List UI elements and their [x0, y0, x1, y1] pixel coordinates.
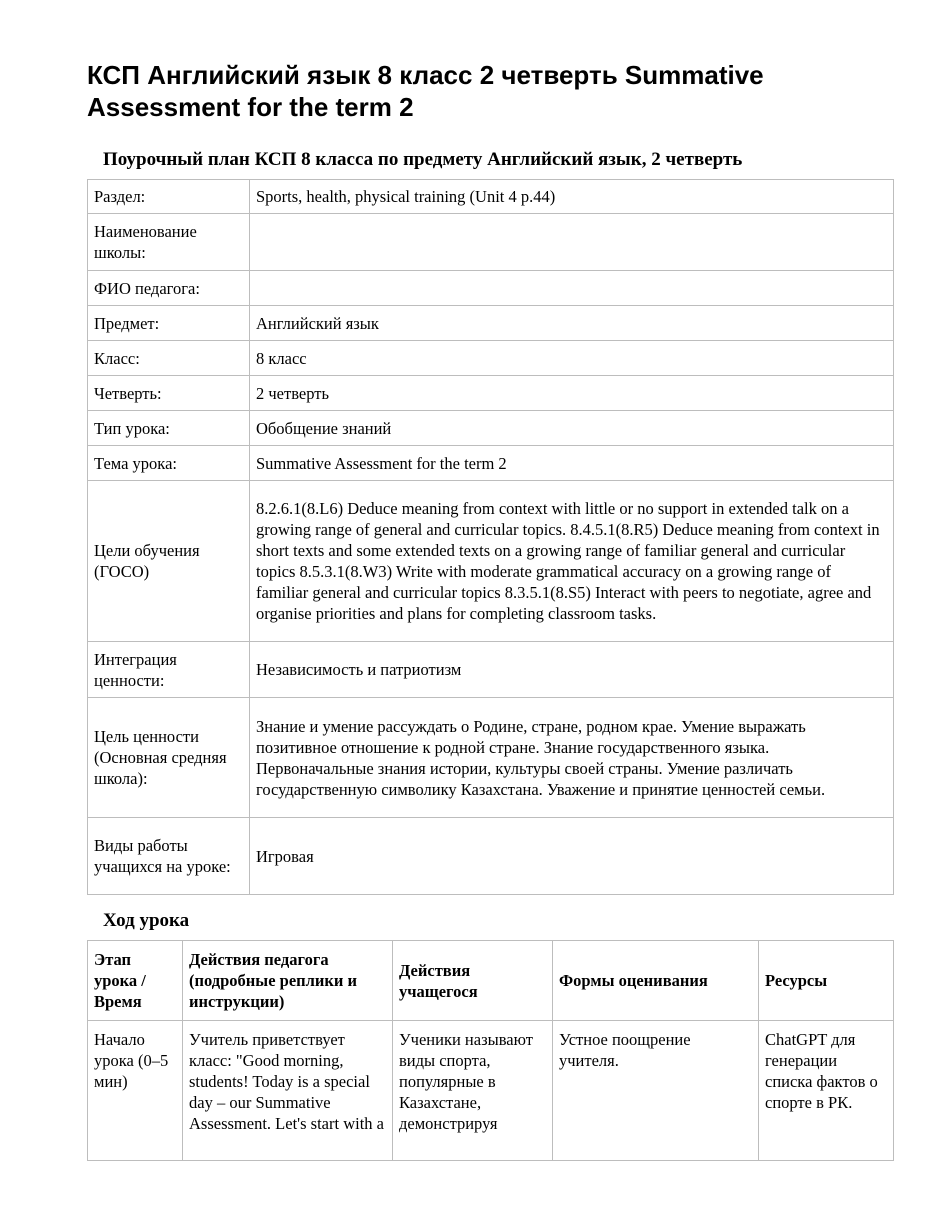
lesson-progress-table	[87, 940, 894, 1161]
cell-text: Учитель приветствует класс: "Good morning, students! Today is a special day – our Summative Assessment. Let's start with a	[189, 1030, 384, 1133]
info-value: Английский язык	[250, 306, 894, 341]
cell-text: Устное поощрение учителя.	[559, 1030, 691, 1070]
info-value: Знание и умение рассуждать о Родине, стране, родном крае. Умение выражать позитивное отношение к родной стране. Знание государственного языка. Первоначальные знания истории, культуры своей страны. Умение различать государственную символику Казахстана. Уважение и принятие ценностей семьи.	[250, 698, 894, 818]
info-label: Класс:	[88, 341, 250, 376]
info-value: 2 четверть	[250, 376, 894, 411]
info-label: Цель ценности (Основная средняя школа):	[88, 698, 250, 818]
table-cell-student-actions	[393, 1021, 553, 1161]
table-cell-teacher-actions	[183, 1021, 393, 1161]
column-header-stage: Этап урока / Время	[88, 941, 183, 1021]
table-header-row	[88, 941, 894, 1021]
column-header-assessment: Формы оценивания	[553, 941, 759, 1021]
cell-text: Ученики называют виды спорта, популярные в Казахстане, демонстрируя	[399, 1030, 533, 1133]
table-row	[88, 1021, 894, 1161]
info-row-lesson-topic	[88, 446, 894, 481]
column-header-student-actions: Действия учащегося	[393, 941, 553, 1021]
info-value: 8 класс	[250, 341, 894, 376]
info-label: Наименование школы:	[88, 214, 250, 271]
table-cell-stage	[88, 1021, 183, 1161]
plan-heading: Поурочный план КСП 8 класса по предмету Английский язык, 2 четверть	[103, 149, 743, 170]
info-row-section	[88, 180, 894, 214]
info-row-school	[88, 214, 894, 271]
info-label: Раздел:	[88, 180, 250, 214]
table-cell-assessment	[553, 1021, 759, 1161]
info-label: Цели обучения (ГОСО)	[88, 481, 250, 642]
info-row-quarter	[88, 376, 894, 411]
cell-text: ChatGPT для генерации списка фактов о спорте в РК.	[765, 1030, 878, 1112]
info-label: ФИО педагога:	[88, 271, 250, 306]
info-value: Sports, health, physical training (Unit 4 p.44)	[250, 180, 894, 214]
info-label: Предмет:	[88, 306, 250, 341]
info-row-subject	[88, 306, 894, 341]
lesson-progress-heading: Ход урока	[103, 910, 190, 931]
info-row-teacher	[88, 271, 894, 306]
info-label: Тема урока:	[88, 446, 250, 481]
info-value: Summative Assessment for the term 2	[250, 446, 894, 481]
lesson-info-table	[87, 179, 894, 895]
info-label: Виды работы учащихся на уроке:	[88, 818, 250, 895]
info-label: Четверть:	[88, 376, 250, 411]
info-row-work-types	[88, 818, 894, 895]
info-row-lesson-type	[88, 411, 894, 446]
info-value	[250, 271, 894, 306]
info-label: Интеграция ценности:	[88, 642, 250, 698]
column-header-resources: Ресурсы	[759, 941, 894, 1021]
document-title: КСП Английский язык 8 класс 2 четверть Summative Assessment for the term 2	[87, 60, 764, 122]
info-value: Игровая	[250, 818, 894, 895]
info-value: Независимость и патриотизм	[250, 642, 894, 698]
table-cell-resources	[759, 1021, 894, 1161]
info-label: Тип урока:	[88, 411, 250, 446]
cell-text: Начало урока (0–5 мин)	[94, 1030, 169, 1091]
column-header-teacher-actions: Действия педагога (подробные реплики и инструкции)	[183, 941, 393, 1021]
info-value: 8.2.6.1(8.L6) Deduce meaning from context with little or no support in extended talk on a growing range of general and curricular topics. 8.4.5.1(8.R5) Deduce meaning from context in short texts and some extended texts on a growing range of familiar general and curricular topics 8.5.3.1(8.W3) Write with moderate grammatical accuracy on a growing range of familiar general and curricular topics 8.3.5.1(8.S5) Interact with peers to negotiate, agree and organise priorities and plans for completing classroom tasks.	[250, 481, 894, 642]
info-value	[250, 214, 894, 271]
info-row-grade	[88, 341, 894, 376]
info-row-value-integration	[88, 642, 894, 698]
info-value: Обобщение знаний	[250, 411, 894, 446]
info-row-value-goal	[88, 698, 894, 818]
info-row-learning-objectives	[88, 481, 894, 642]
